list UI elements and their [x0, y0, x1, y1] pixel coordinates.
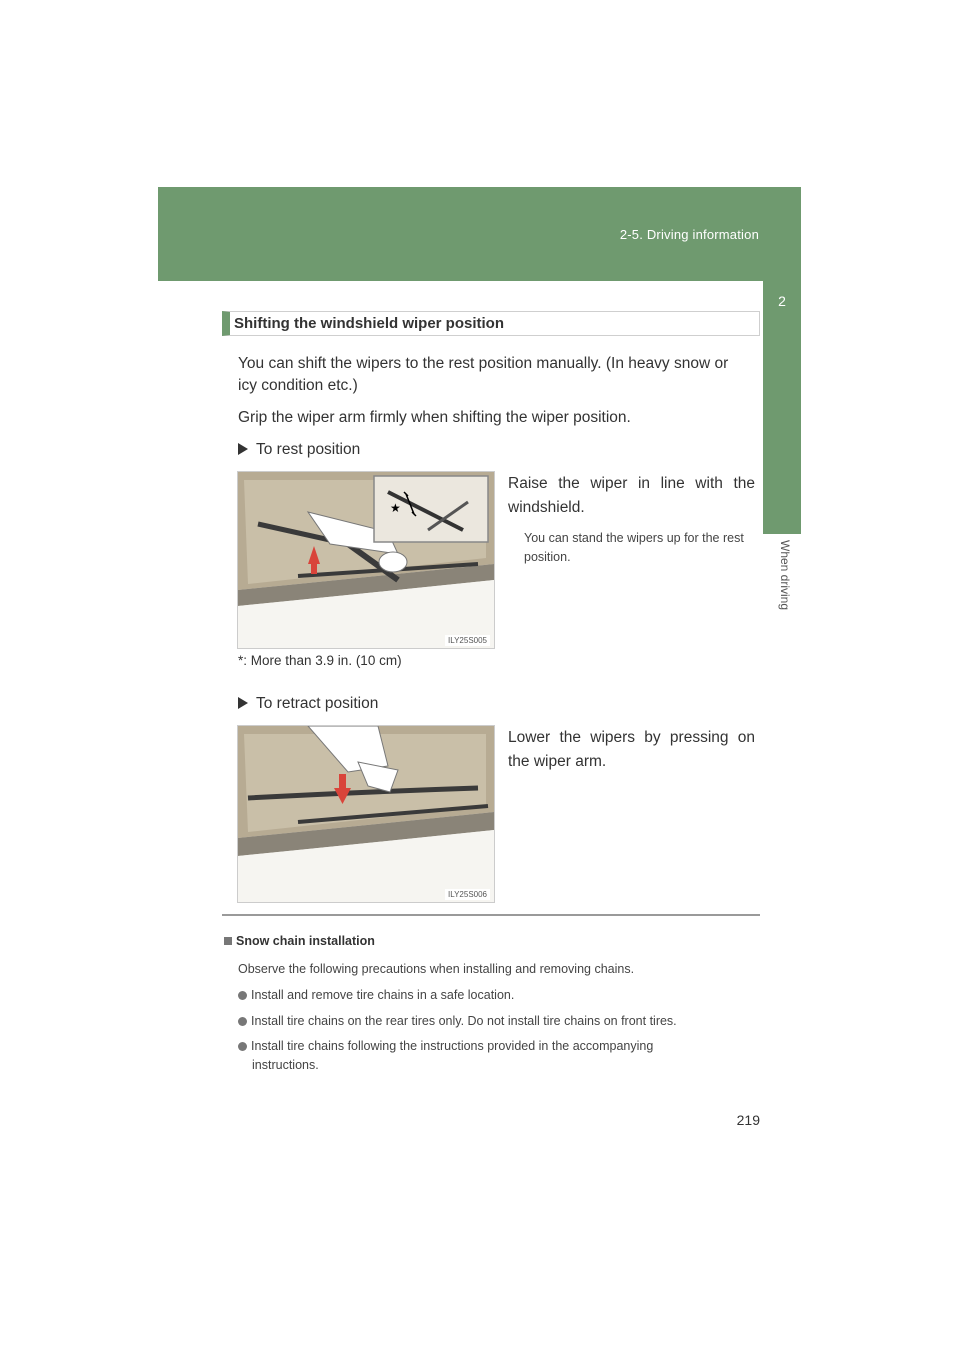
bullet-icon [238, 1042, 247, 1051]
snow-chain-bullet-1 [238, 986, 514, 1005]
retract-heading-text: To retract position [256, 695, 379, 712]
bullet-icon [238, 991, 247, 1000]
rest-position-figure [237, 471, 495, 649]
retract-position-figure [237, 725, 495, 903]
arrow-right-icon [238, 443, 248, 455]
intro-line-2: icy condition etc.) [238, 377, 358, 394]
bullet-icon [238, 1017, 247, 1026]
snow-chain-title [224, 934, 375, 948]
figure-code: ILY25S005 [445, 635, 490, 646]
section-divider [222, 914, 760, 916]
header-band [158, 187, 801, 281]
chapter-tab [763, 281, 801, 534]
snow-chain-intro: Observe the following precautions when installing and removing chains. [238, 962, 635, 976]
bullet-text: Install tire chains on the rear tires only. Do not install tire chains on front tires. [251, 1014, 677, 1028]
star-mark: ★ [390, 501, 401, 515]
snow-chain-title-text: Snow chain installation [236, 934, 375, 948]
rest-heading-text: To rest position [256, 441, 361, 458]
intro-line-3: Grip the wiper arm firmly when shifting the wiper position. [238, 409, 631, 426]
wiper-raise-illustration [238, 472, 494, 648]
chapter-label: When driving [778, 540, 792, 611]
square-bullet-icon [224, 937, 232, 945]
section-title-bar [222, 311, 760, 336]
rest-instruction: Raise the wiper in line with the windshield. [508, 475, 755, 516]
retract-instruction: Lower the wipers by pressing on the wiper arm. [508, 729, 755, 770]
figure-code: ILY25S006 [445, 889, 490, 900]
snow-chain-bullet-3 [238, 1037, 743, 1056]
section-title: Shifting the windshield wiper position [234, 315, 504, 332]
bullet-text: Install and remove tire chains in a safe location. [251, 988, 515, 1002]
rest-note: You can stand the wipers up for the rest position. [524, 531, 744, 564]
chapter-number: 2 [778, 293, 786, 309]
section-label: 2-5. Driving information [619, 227, 759, 242]
arrow-right-icon [238, 697, 248, 709]
snow-chain-bullet-2 [238, 1012, 677, 1031]
retract-position-heading [238, 695, 378, 713]
snow-chain-bullet-3-cont: instructions. [252, 1058, 319, 1072]
bullet-text: Install tire chains following the instructions provided in the accompanying [251, 1039, 654, 1053]
rest-position-heading [238, 441, 360, 459]
page-number: 219 [736, 1112, 760, 1128]
intro-line-1: You can shift the wipers to the rest position manually. (In heavy snow or [238, 355, 729, 372]
rest-footnote: *: More than 3.9 in. (10 cm) [238, 653, 402, 668]
wiper-lower-illustration [238, 726, 494, 902]
